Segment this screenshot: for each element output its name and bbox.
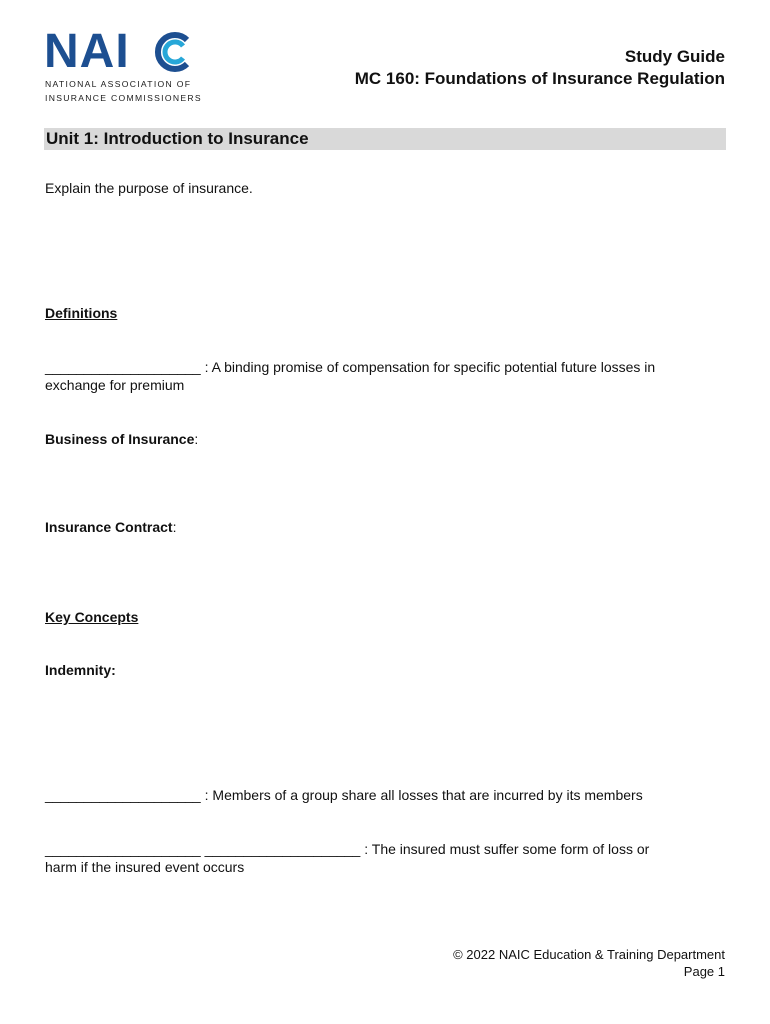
concept-text-continued: harm if the insured event occurs	[45, 859, 245, 875]
definition-item-insurance	[45, 358, 655, 376]
colon: :	[194, 431, 199, 447]
colon: :	[172, 519, 177, 535]
unit-title-bar	[44, 128, 726, 150]
concept-text: : Members of a group share all losses that are incurred by its members	[200, 787, 643, 803]
header-study-guide: Study Guide	[624, 47, 725, 66]
insurance-contract-item	[45, 518, 176, 536]
page-footer	[453, 946, 725, 980]
fill-in-blank: ____________________	[45, 787, 201, 803]
definition-text: : A binding promise of compensation for specific potential future losses in	[200, 359, 656, 375]
business-of-insurance-item	[45, 430, 198, 448]
logo-wordmark: NAI	[44, 25, 130, 78]
logo-subtitle-line1: NATIONAL ASSOCIATION OF	[45, 79, 192, 89]
business-of-insurance-label: Business of Insurance	[45, 431, 195, 447]
concept-item-risk-sharing	[45, 786, 643, 804]
key-concepts-heading: Key Concepts	[45, 609, 139, 625]
logo-c-arcs-icon	[153, 32, 193, 72]
copyright-line: © 2022 NAIC Education & Training Department	[453, 947, 725, 962]
concept-text: : The insured must suffer some form of loss or	[360, 841, 650, 857]
unit-title: Unit 1: Introduction to Insurance	[46, 129, 309, 148]
naic-logo	[44, 25, 204, 104]
page-number: Page 1	[683, 964, 725, 979]
insurance-contract-label: Insurance Contract	[45, 519, 173, 535]
header-course-title: MC 160: Foundations of Insurance Regulation	[354, 69, 725, 88]
fill-in-blank: ____________________	[204, 841, 361, 857]
definition-text-continued: exchange for premium	[45, 377, 185, 393]
indemnity-label: Indemnity:	[45, 662, 116, 678]
purpose-prompt: Explain the purpose of insurance.	[45, 180, 253, 196]
logo-subtitle-line2: INSURANCE COMMISSIONERS	[45, 93, 202, 103]
concept-item-insurable-interest	[45, 840, 649, 858]
fill-in-blank: ____________________	[45, 841, 201, 857]
document-header	[355, 46, 725, 90]
fill-in-blank: ____________________	[45, 359, 201, 375]
definitions-heading: Definitions	[45, 305, 118, 321]
